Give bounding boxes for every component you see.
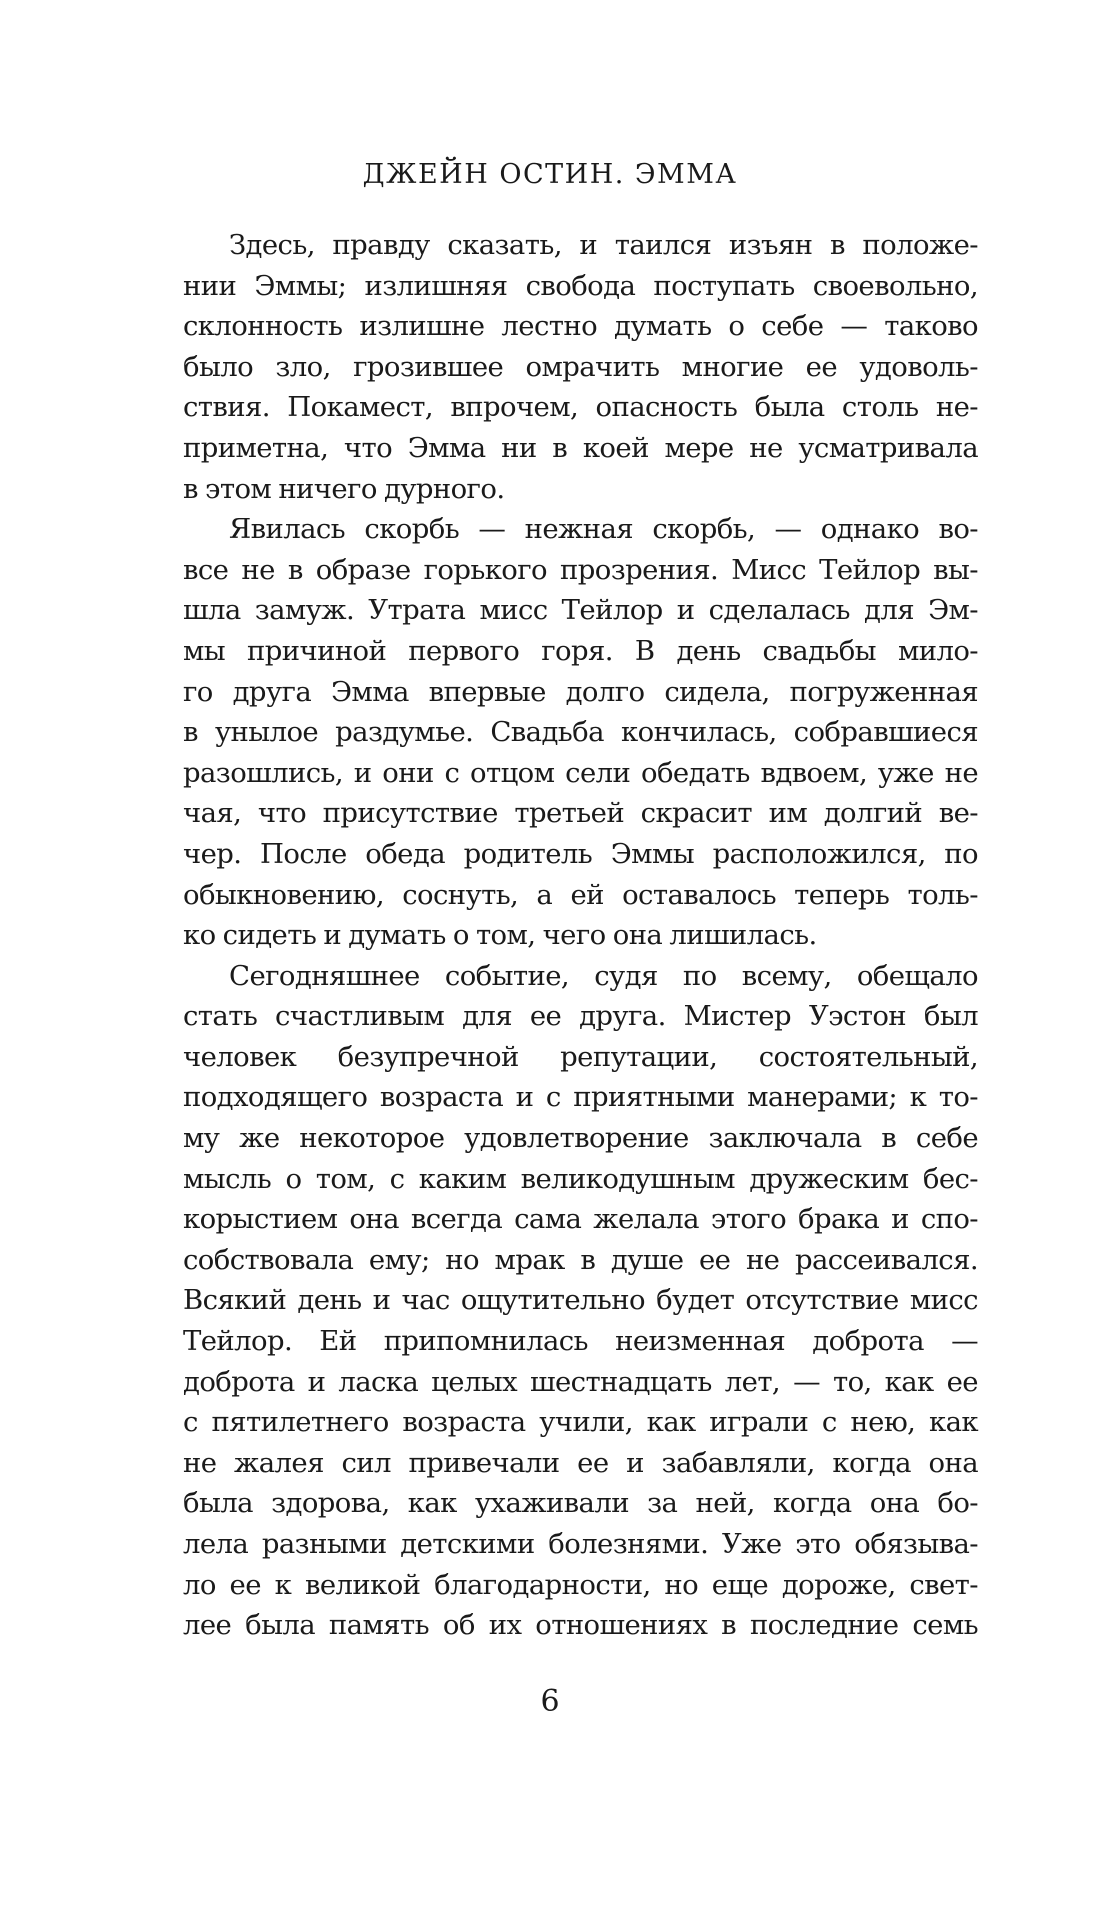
text-line: обыкновению, соснуть, а ей оставалось теперь толь-	[183, 878, 978, 911]
text-line: подходящего возраста и с приятными манерами; к то-	[183, 1081, 978, 1114]
text-line: была здорова, как ухаживали за ней, когда она бо-	[183, 1487, 978, 1520]
body-text	[183, 225, 978, 1646]
text-line: му же некоторое удовлетворение заключала в себе	[183, 1122, 978, 1155]
text-line: Всякий день и час ощутительно будет отсутствие мисс	[183, 1284, 978, 1317]
text-line: было зло, грозившее омрачить многие ее удоволь-	[183, 350, 978, 383]
text-line: все не в образе горького прозрения. Мисс Тейлор вы-	[183, 553, 978, 586]
text-line: доброта и ласка целых шестнадцать лет, — то, как ее	[183, 1365, 978, 1398]
text-line: Сегодняшнее событие, судя по всему, обещало	[229, 959, 978, 992]
text-line: разошлись, и они с отцом сели обедать вдвоем, уже не	[183, 756, 978, 789]
page-number: 6	[540, 1684, 560, 1719]
text-line: приметна, что Эмма ни в коей мере не усматривала	[183, 431, 978, 464]
text-line: корыстием она всегда сама желала этого брака и спо-	[183, 1203, 978, 1236]
text-line: го друга Эмма впервые долго сидела, погруженная	[183, 675, 978, 708]
text-line: чая, что присутствие третьей скрасит им долгий ве-	[183, 797, 978, 830]
text-line: с пятилетнего возраста учили, как играли с нею, как	[183, 1406, 978, 1439]
text-line: лее была память об их отношениях в последние семь	[183, 1609, 978, 1642]
text-line: мысль о том, с каким великодушным дружеским бес-	[183, 1162, 978, 1195]
text-line: чер. После обеда родитель Эммы расположился, по	[183, 837, 978, 870]
text-line: ко сидеть и думать о том, чего она лишилась.	[183, 919, 817, 952]
text-line: лела разными детскими болезнями. Уже это обязыва-	[183, 1528, 978, 1560]
text-line: ствия. Покамест, впрочем, опасность была столь не-	[183, 391, 978, 424]
text-line: мы причиной первого горя. В день свадьбы мило-	[183, 634, 978, 667]
text-line: шла замуж. Утрата мисс Тейлор и сделалась для Эм-	[183, 594, 978, 627]
text-line: собствовала ему; но мрак в душе ее не рассеивался.	[183, 1243, 978, 1276]
running-head-title: ДЖЕЙН ОСТИН. ЭММА	[362, 159, 738, 190]
text-line: Явилась скорбь — нежная скорбь, — однако во-	[229, 513, 978, 546]
text-line: стать счастливым для ее друга. Мистер Уэстон был	[183, 1000, 978, 1033]
text-line: человек безупречной репутации, состоятельный,	[183, 1040, 978, 1073]
text-line: в унылое раздумье. Свадьба кончилась, собравшиеся	[183, 716, 978, 749]
text-line: Тейлор. Ей припомнилась неизменная доброта —	[183, 1325, 978, 1358]
text-line: не жалея сил привечали ее и забавляли, когда она	[183, 1446, 978, 1479]
text-line: ло ее к великой благодарности, но еще дороже, свет-	[183, 1568, 978, 1601]
text-line: Здесь, правду сказать, и таился изъян в положе-	[229, 229, 978, 261]
text-line: нии Эммы; излишняя свобода поступать своевольно,	[183, 269, 978, 302]
text-line: склонность излишне лестно думать о себе — таково	[183, 310, 978, 343]
text-line: в этом ничего дурного.	[183, 472, 505, 505]
